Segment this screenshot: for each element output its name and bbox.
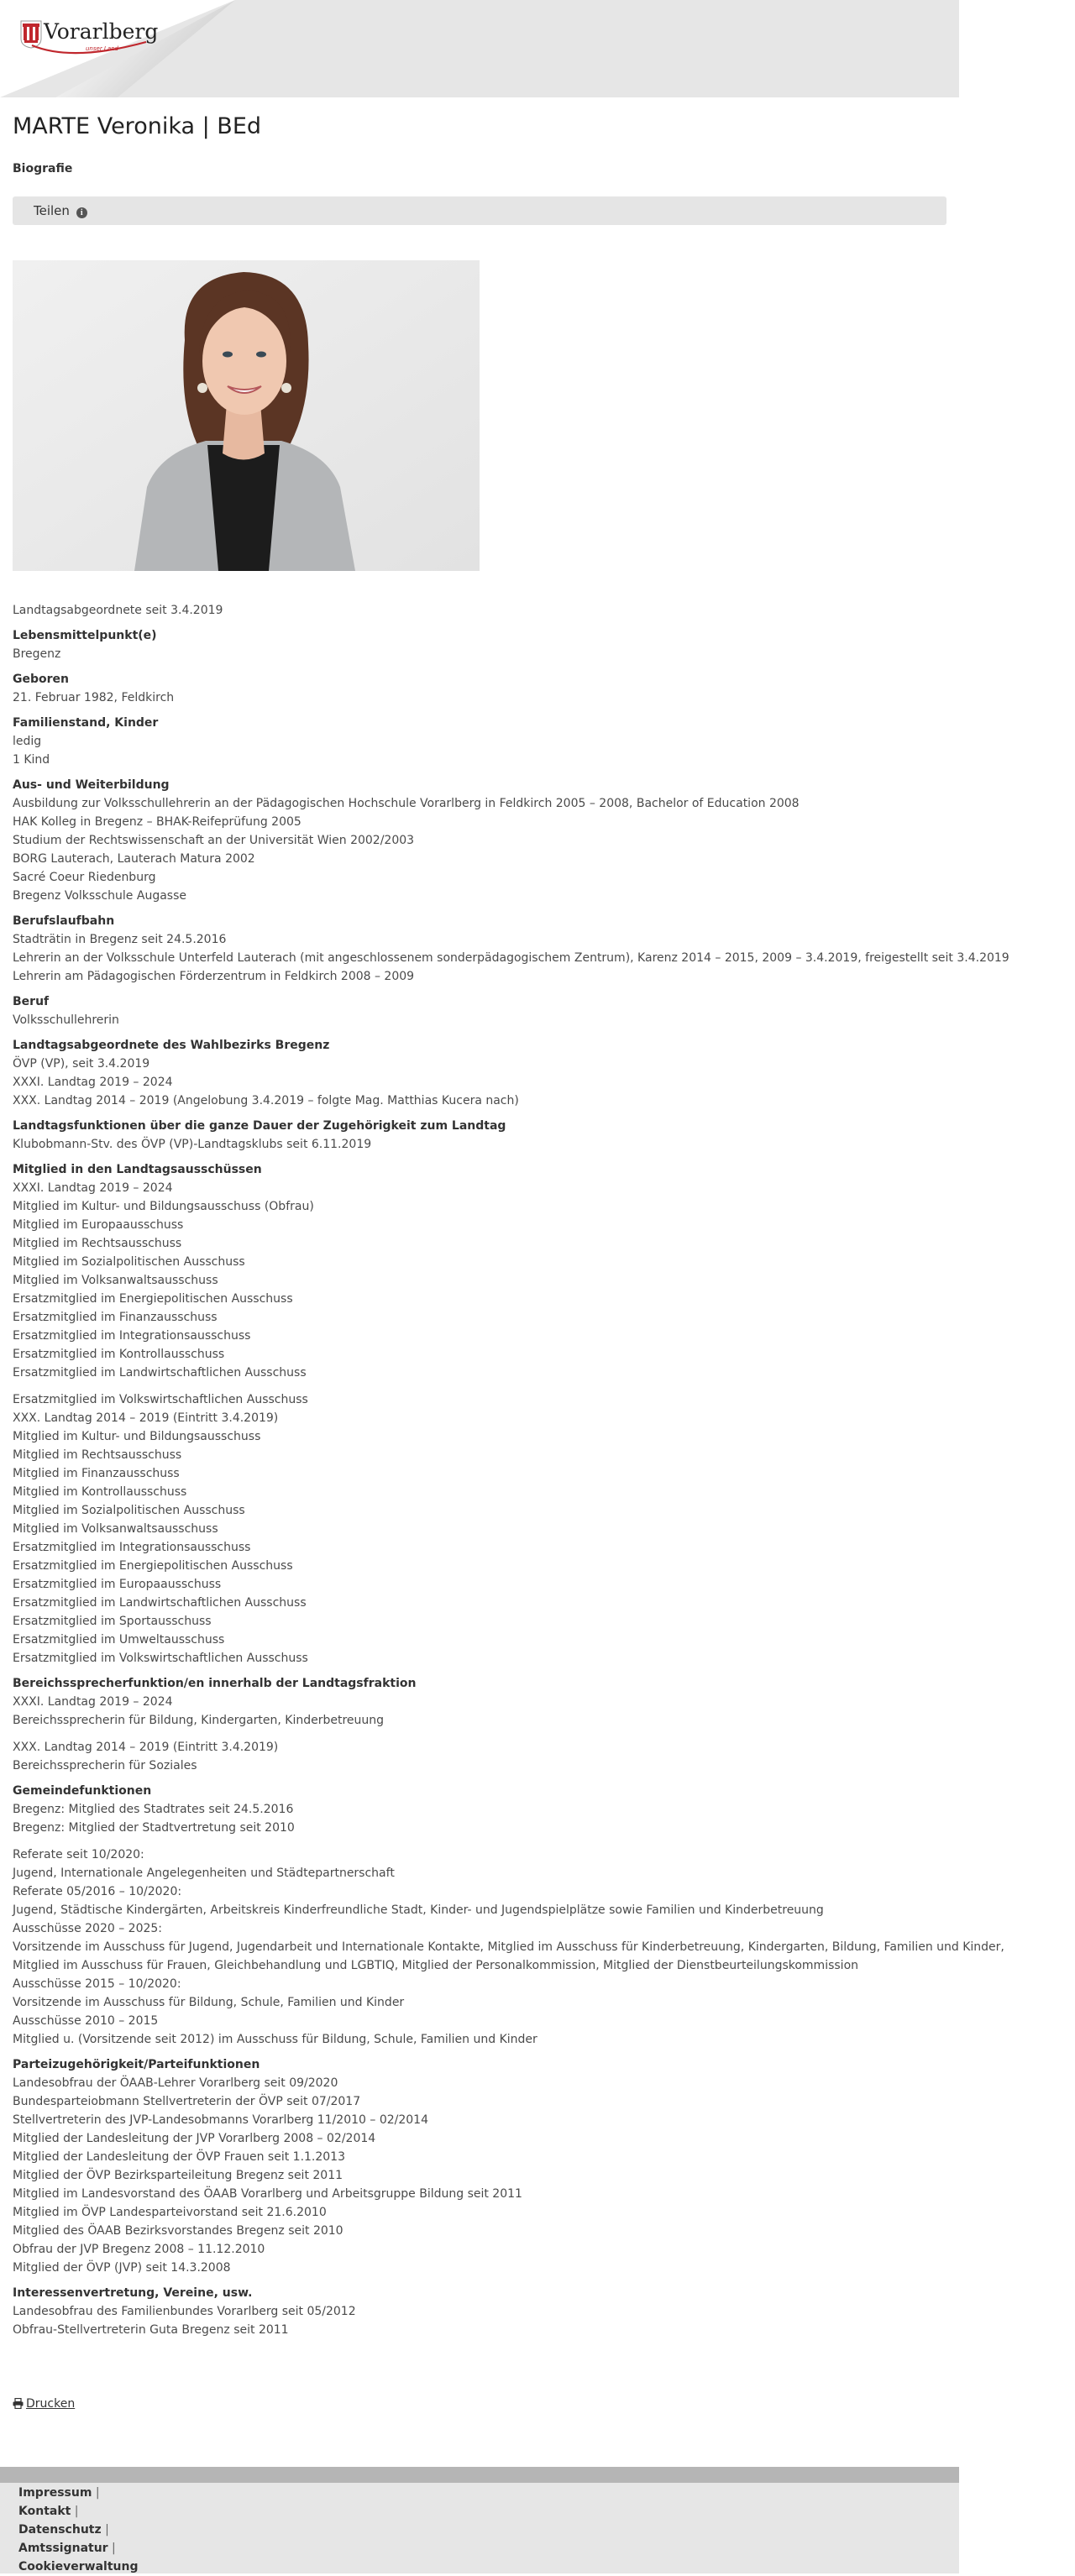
bio-section-heading: Parteizugehörigkeit/Parteifunktionen: [13, 2058, 260, 2071]
info-icon: i: [76, 207, 87, 218]
bio-section-heading: Familienstand, Kinder: [13, 716, 159, 730]
bio-line: Mitglied im Sozialpolitischen Ausschuss: [13, 1255, 245, 1269]
bio-line: Mitglied im Kultur- und Bildungsausschuss (Obfrau): [13, 1200, 314, 1213]
logo-wordmark: Vorarlberg: [44, 19, 159, 44]
bio-section: [13, 2055, 947, 2277]
footer-link-kontakt[interactable]: [18, 2502, 138, 2521]
bio-section: [13, 1160, 947, 1668]
bio-line: Ausschüsse 2010 – 2015: [13, 2014, 159, 2028]
bio-line: Studium der Rechtswissenschaft an der Universität Wien 2002/2003: [13, 834, 415, 847]
bio-line: Mitglied im Kultur- und Bildungsausschuss: [13, 1430, 261, 1443]
bio-section-heading: Beruf: [13, 995, 50, 1008]
bio-spacer: [13, 1730, 947, 1738]
bio-line: Ersatzmitglied im Integrationsausschuss: [13, 1329, 251, 1343]
bio-section-heading: Landtagsabgeordnete des Wahlbezirks Bregenz: [13, 1039, 330, 1052]
footer-link-impressum[interactable]: [18, 2484, 138, 2502]
bio-section: [13, 776, 947, 905]
bio-line: XXX. Landtag 2014 – 2019 (Eintritt 3.4.2019): [13, 1741, 279, 1754]
bio-line: Mitglied im Sozialpolitischen Ausschuss: [13, 1504, 245, 1517]
print-link[interactable]: [13, 2395, 75, 2413]
bio-line: 21. Februar 1982, Feldkirch: [13, 691, 175, 704]
bio-line: XXX. Landtag 2014 – 2019 (Angelobung 3.4.2019 – folgte Mag. Matthias Kucera nach): [13, 1094, 519, 1107]
bio-section-heading: Aus- und Weiterbildung: [13, 778, 170, 792]
footer-link-label: Impressum: [18, 2486, 92, 2500]
bio-line: Mitglied der ÖVP (JVP) seit 14.3.2008: [13, 2261, 231, 2275]
bio-section: [13, 714, 947, 769]
footer-link-label: Cookieverwaltung: [18, 2560, 139, 2573]
bio-line: Mitglied der ÖVP Bezirksparteileitung Bregenz seit 2011: [13, 2169, 343, 2182]
bio-line: Ersatzmitglied im Landwirtschaftlichen Ausschuss: [13, 1596, 307, 1610]
bio-section-heading: Berufslaufbahn: [13, 914, 115, 928]
bio-line: Ausschüsse 2020 – 2025:: [13, 1922, 163, 1935]
bio-line: ledig: [13, 735, 42, 748]
bio-line: Klubobmann-Stv. des ÖVP (VP)-Landtagsklubs seit 6.11.2019: [13, 1138, 372, 1151]
footer-link-label: Amtssignatur: [18, 2542, 108, 2555]
site-footer: [0, 2483, 959, 2573]
bio-line: Landesobfrau des Familienbundes Vorarlberg seit 05/2012: [13, 2305, 356, 2318]
bio-line: Lehrerin an der Volksschule Unterfeld Lauterach (mit angeschlossenem sonderpädagogischem Zentrum), Karenz 2014 – 2015, 2009 – 3.4.2019, freigestellt seit 3.4.2019: [13, 951, 1009, 965]
bio-line: Mitglied im Ausschuss für Frauen, Gleichbehandlung und LGBTIQ, Mitglied der Personalkommission, Mitglied der Dienstbeurteilungskommission: [13, 1959, 859, 1972]
bio-line: Ausschüsse 2015 – 10/2020:: [13, 1977, 181, 1991]
bio-line: Ersatzmitglied im Energiepolitischen Ausschuss: [13, 1559, 293, 1573]
bio-section: [13, 1782, 1004, 2049]
bio-line: Ersatzmitglied im Finanzausschuss: [13, 1311, 218, 1324]
bio-section: [13, 992, 947, 1029]
bio-line: Mitglied im Finanzausschuss: [13, 1467, 180, 1480]
bio-line: Ausbildung zur Volksschullehrerin an der Pädagogischen Hochschule Vorarlberg in Feldkirch 2005 – 2008, Bachelor of Education 2008: [13, 797, 800, 810]
bio-section-heading: Mitglied in den Landtagsausschüssen: [13, 1163, 262, 1176]
bio-section-heading: Interessenvertretung, Vereine, usw.: [13, 2286, 253, 2300]
page-title: MARTE Veronika | BEd: [13, 113, 262, 139]
portrait-illustration: [13, 260, 480, 571]
bio-line: Mitglied im Volksanwaltsausschuss: [13, 1522, 218, 1536]
bio-line: XXXI. Landtag 2019 – 2024: [13, 1181, 173, 1195]
bio-line: Referate 05/2016 – 10/2020:: [13, 1885, 182, 1898]
bio-line: Bregenz Volksschule Augasse: [13, 889, 186, 903]
bio-line: Mitglied u. (Vorsitzende seit 2012) im Ausschuss für Bildung, Schule, Familien und Kinder: [13, 2033, 538, 2046]
bio-line: Bregenz: Mitglied des Stadtrates seit 24.5.2016: [13, 1803, 294, 1816]
page-subheading: Biografie: [13, 162, 73, 175]
bio-line: Obfrau-Stellvertreterin Guta Bregenz seit 2011: [13, 2323, 289, 2337]
bio-line: Ersatzmitglied im Landwirtschaftlichen Ausschuss: [13, 1366, 307, 1380]
bio-lead: Landtagsabgeordnete seit 3.4.2019: [13, 604, 223, 617]
bio-line: Ersatzmitglied im Kontrollausschuss: [13, 1348, 225, 1361]
bio-line: ÖVP (VP), seit 3.4.2019: [13, 1057, 150, 1071]
bio-line: Obfrau der JVP Bregenz 2008 – 11.12.2010: [13, 2243, 265, 2256]
bio-spacer: [13, 1837, 947, 1846]
portrait-photo: [13, 260, 480, 571]
site-header: [0, 0, 959, 97]
bio-line: Ersatzmitglied im Sportausschuss: [13, 1615, 212, 1628]
bio-section: [13, 670, 947, 707]
share-label: Teilen: [34, 203, 70, 218]
bio-line: Mitglied im Europaausschuss: [13, 1218, 184, 1232]
print-label: Drucken: [26, 2397, 76, 2411]
bio-line: Mitglied der Landesleitung der JVP Vorarlberg 2008 – 02/2014: [13, 2132, 376, 2145]
bio-spacer: [13, 1382, 947, 1390]
bio-line: Mitglied im Volksanwaltsausschuss: [13, 1274, 218, 1287]
bio-line: BORG Lauterach, Lauterach Matura 2002: [13, 852, 255, 866]
footer-link-label: Datenschutz: [18, 2523, 102, 2537]
logo-tagline: unser Land: [86, 45, 118, 52]
site-logo-link[interactable]: [13, 12, 159, 54]
bio-line: 1 Kind: [13, 753, 50, 767]
bio-line: Ersatzmitglied im Energiepolitischen Ausschuss: [13, 1292, 293, 1306]
bio-line: Ersatzmitglied im Europaausschuss: [13, 1578, 222, 1591]
bio-line: XXXI. Landtag 2019 – 2024: [13, 1695, 173, 1709]
footer-links: [18, 2484, 138, 2576]
bio-line: Stellvertreterin des JVP-Landesobmanns Vorarlberg 11/2010 – 02/2014: [13, 2113, 428, 2127]
bio-line: Sacré Coeur Riedenburg: [13, 871, 156, 884]
bio-section: [13, 626, 947, 663]
bio-line: Vorsitzende im Ausschuss für Jugend, Jugendarbeit und Internationale Kontakte, Mitglied im Ausschuss für Kinderbetreuung, Kindergarten, Bildung, Familien und Kinder,: [13, 1940, 1004, 1954]
footer-separator: |: [71, 2505, 79, 2518]
bio-section-heading: Geboren: [13, 673, 69, 686]
bio-line: Bregenz: Mitglied der Stadtvertretung seit 2010: [13, 1821, 295, 1835]
bio-section-heading: Lebensmittelpunkt(e): [13, 629, 157, 642]
bio-section-heading: Gemeindefunktionen: [13, 1784, 152, 1798]
bio-section: [13, 1117, 947, 1154]
bio-section: [13, 1036, 947, 1110]
bio-line: Ersatzmitglied im Umweltausschuss: [13, 1633, 225, 1647]
bio-line: Mitglied im Landesvorstand des ÖAAB Vorarlberg und Arbeitsgruppe Bildung seit 2011: [13, 2187, 522, 2201]
bio-section: [13, 2284, 947, 2339]
bio-line: Bereichssprecherin für Soziales: [13, 1759, 197, 1772]
biography: [13, 601, 1009, 2346]
bio-line: XXX. Landtag 2014 – 2019 (Eintritt 3.4.2019): [13, 1411, 279, 1425]
bio-section-heading: Landtagsfunktionen über die ganze Dauer der Zugehörigkeit zum Landtag: [13, 1119, 506, 1133]
print-icon: [13, 2398, 24, 2409]
bio-section: [13, 912, 1009, 986]
bio-line: Mitglied im Rechtsausschuss: [13, 1237, 182, 1250]
footer-link-label: Kontakt: [18, 2505, 71, 2518]
bio-line: Bereichssprecherin für Bildung, Kindergarten, Kinderbetreuung: [13, 1714, 385, 1727]
bio-section: [13, 1674, 947, 1775]
bio-line: Jugend, Städtische Kindergärten, Arbeitskreis Kinderfreundliche Stadt, Kinder- und Jugendspielplätze sowie Familien und Kinderbetreuung: [13, 1903, 824, 1917]
bio-line: Landesobfrau der ÖAAB-Lehrer Vorarlberg seit 09/2020: [13, 2076, 338, 2090]
bio-line: Mitglied der Landesleitung der ÖVP Frauen seit 1.1.2013: [13, 2150, 345, 2164]
bio-line: Lehrerin am Pädagogischen Förderzentrum in Feldkirch 2008 – 2009: [13, 970, 415, 983]
bio-line: Ersatzmitglied im Integrationsausschuss: [13, 1541, 251, 1554]
bio-line: Stadträtin in Bregenz seit 24.5.2016: [13, 933, 227, 946]
bio-line: XXXI. Landtag 2019 – 2024: [13, 1076, 173, 1089]
footer-separator: |: [108, 2542, 116, 2555]
bio-line: Volksschullehrerin: [13, 1013, 119, 1027]
bio-line: Ersatzmitglied im Volkswirtschaftlichen Ausschuss: [13, 1652, 308, 1665]
bio-line: Bregenz: [13, 647, 61, 661]
bio-line: Referate seit 10/2020:: [13, 1848, 144, 1861]
bio-line: HAK Kolleg in Bregenz – BHAK-Reifeprüfung 2005: [13, 815, 302, 829]
bio-line: Vorsitzende im Ausschuss für Bildung, Schule, Familien und Kinder: [13, 1996, 405, 2009]
bio-line: Ersatzmitglied im Volkswirtschaftlichen Ausschuss: [13, 1393, 308, 1406]
bio-sections: [13, 626, 1009, 2339]
share-button[interactable]: [34, 202, 87, 220]
bio-line: Jugend, Internationale Angelegenheiten und Städtepartnerschaft: [13, 1867, 395, 1880]
bio-line: Mitglied des ÖAAB Bezirksvorstandes Bregenz seit 2010: [13, 2224, 343, 2238]
bio-line: Mitglied im Kontrollausschuss: [13, 1485, 187, 1499]
footer-separator: |: [92, 2486, 100, 2500]
footer-divider-bar: [0, 2467, 959, 2483]
footer-link-amtssignatur[interactable]: [18, 2539, 138, 2558]
bio-section-heading: Bereichssprecherfunktion/en innerhalb der Landtagsfraktion: [13, 1677, 417, 1690]
bio-line: Bundesparteiobmann Stellvertreterin der ÖVP seit 07/2017: [13, 2095, 361, 2108]
footer-separator: |: [101, 2523, 109, 2537]
share-bar: [13, 196, 947, 225]
bio-line: Mitglied im Rechtsausschuss: [13, 1448, 182, 1462]
footer-link-datenschutz[interactable]: [18, 2521, 138, 2539]
bio-line: Mitglied im ÖVP Landesparteivorstand seit 21.6.2010: [13, 2206, 327, 2219]
